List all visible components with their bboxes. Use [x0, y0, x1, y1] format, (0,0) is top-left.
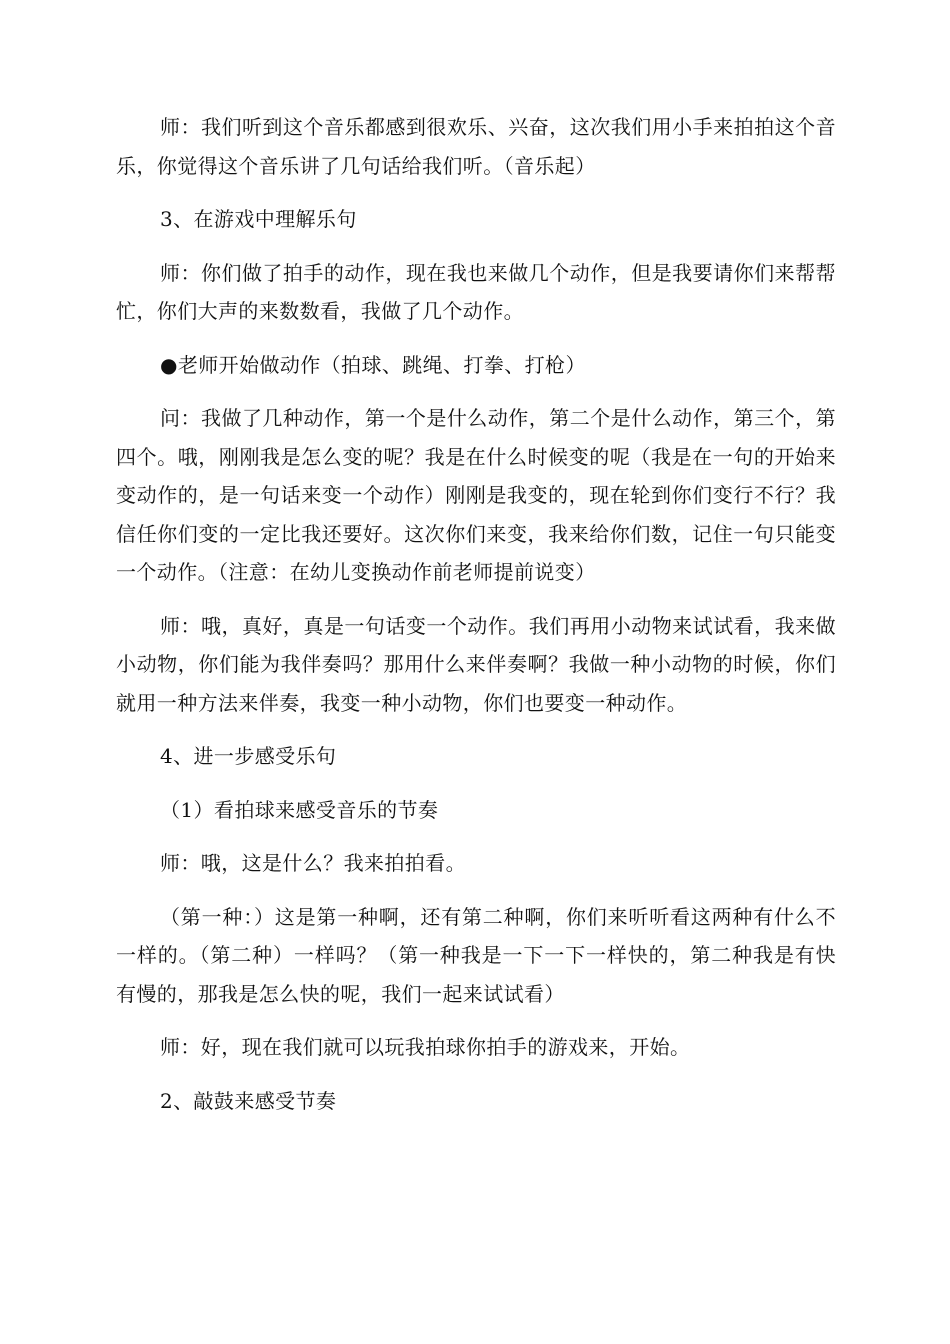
subsection-heading-1: （1）看拍球来感受音乐的节奏: [160, 797, 439, 822]
section-heading-4: 4、进一步感受乐句: [160, 744, 337, 768]
paragraph-bullet-actions: ●老师开始做动作（拍球、跳绳、打拳、打枪）: [160, 352, 586, 377]
paragraph-teacher-actions: 师：你们做了拍手的动作，现在我也来做几个动作，但是我要请你们来帮帮忙，你们大声的来数数看，我做了几个动作。: [116, 260, 836, 323]
paragraph-teacher-animals: 师：哦，真好，真是一句话变一个动作。我们再用小动物来试试看，我来做小动物，你们能为我伴奏吗？那用什么来伴奏啊？我做一种小动物的时候，你们就用一种方法来伴奏，我变一种小动物，你们也要变一种动作。: [116, 613, 836, 715]
document-page: [116, 108, 836, 1135]
paragraph-teacher-intro: 师：我们听到这个音乐都感到很欢乐、兴奋，这次我们用小手来拍拍这个音乐，你觉得这个音乐讲了几句话给我们听。（音乐起）: [116, 115, 836, 178]
paragraph-first-second: （第一种：）这是第一种啊，还有第二种啊，你们来听听看这两种有什么不一样的。（第二种）一样吗？（第一种我是一下一下一样快的，第二种我是有快有慢的，那我是怎么快的呢，我们一起来试试看）: [116, 904, 836, 1006]
section-heading-3: 3、在游戏中理解乐句: [160, 207, 357, 231]
paragraph-question: 问：我做了几种动作，第一个是什么动作，第二个是什么动作，第三个，第四个。哦，刚刚我是怎么变的呢？我是在什么时候变的呢（我是在一句的开始来变动作的，是一句话来变一个动作）刚刚是我变的，现在轮到你们变行不行？我信任你们变的一定比我还要好。这次你们来变，我来给你们数，记住一句只能变一个动作。（注意：在幼儿变换动作前老师提前说变）: [116, 406, 836, 584]
paragraph-teacher-game: 师：好，现在我们就可以玩我拍球你拍手的游戏来，开始。: [160, 1035, 691, 1059]
section-heading-drum: 2、敲鼓来感受节奏: [160, 1088, 337, 1113]
paragraph-teacher-ball: 师：哦，这是什么？我来拍拍看。: [160, 851, 466, 875]
